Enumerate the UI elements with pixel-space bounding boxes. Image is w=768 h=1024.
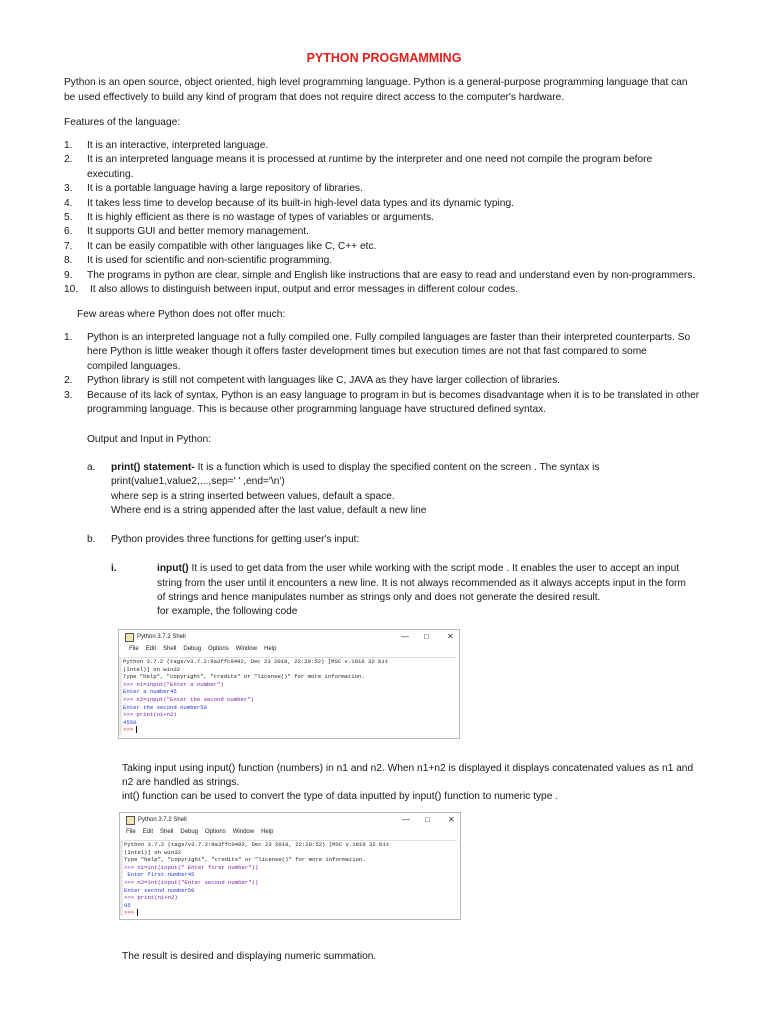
menu-help[interactable]: Help [264,646,277,652]
print-syntax-line: print(value1,value2,...,sep=' ' ,end='\n') [111,476,285,487]
menu-options[interactable]: Options [205,829,226,835]
menu-help[interactable]: Help [261,829,274,835]
feature-item-text: executing. [87,168,134,180]
feature-item-text: The programs in python are clear, simple and English like instructions that are easy to read and understand even by non-programmers. [87,269,696,281]
limit-item-text: Python library is still not competent with languages like C, JAVA as they have larger collection of libraries. [87,375,560,387]
feature-item-text: It can be easily compatible with other languages like C, C++ etc. [87,240,377,252]
python-shell-icon [126,816,135,825]
console-line: >>> n1=input("Enter a number") [123,680,224,688]
console-prompt-line[interactable] [123,726,456,734]
limit-item-number: 2. [64,375,73,387]
text-cursor [137,909,138,916]
console-line: >>> n2=int(input("Enter second number")) [124,878,259,886]
console-line: Type "help", "copyright", "credits" or "license()" for more information. [124,856,366,864]
feature-item-number: 8. [64,255,73,267]
input-function-desc: It is used to get data from the user while working with the script mode . It enables the user to accept an input [188,563,680,574]
console-line: Enter the second number50 [123,703,207,711]
shell-console-output[interactable] [123,657,456,735]
feature-item-number: 10. [64,284,79,295]
console-line: (Intel)] on win32 [123,665,181,673]
item-b-label: b. [87,534,96,545]
console-line: 95 [124,901,131,909]
menu-window[interactable]: Window [235,646,258,652]
end-description: Where end is a string appended after the last value, default a new line [111,505,427,516]
input-desc-line-4: for example, the following code [157,606,298,617]
feature-item-text: It is used for scientific and non-scientific programming. [87,255,333,267]
io-heading: Output and Input in Python: [87,434,212,445]
menu-file[interactable]: File [129,646,139,652]
menu-file[interactable]: File [126,829,136,835]
feature-item-text: It is an interpreted language means it is processed at runtime by the interpreter and one need not compile the program before [87,154,653,166]
item-a-first-line [111,461,599,476]
print-statement-desc: It is a function which is used to display the specified content on the screen . The syntax is [194,462,600,473]
feature-item-number: 5. [64,212,73,223]
after-shell1-line-1: Taking input using input() function (numbers) in n1 and n2. When n1+n2 is displayed it displays concatenated values as n1 and [122,763,694,774]
minimize-button[interactable]: — [401,632,409,641]
menu-debug[interactable]: Debug [183,646,202,652]
close-button[interactable]: ✕ [447,632,454,641]
menu-shell[interactable]: Shell [160,829,174,835]
shell-gutter [120,840,123,916]
feature-item-text: It also allows to distinguish between input, output and error messages in different colour codes. [90,284,518,295]
feature-item-text: It is an interactive, interpreted language. [87,140,269,151]
sep-description: where sep is a string inserted between values, default a space. [111,491,395,502]
input-function-term: input() [157,563,189,574]
features-heading: Features of the language: [64,117,181,128]
console-line: >>> n1=int(input(" Enter first number")) [124,863,259,871]
feature-item-number: 7. [64,240,73,252]
feature-item-text: It supports GUI and better memory management. [87,226,309,238]
limit-item-text: Because of its lack of syntax, Python is an easy language to program in but is becomes disadvantage when it is to be translated in other [87,389,700,401]
console-line: Enter a number45 [123,688,177,696]
menu-edit[interactable]: Edit [145,646,157,652]
conclusion-line: The result is desired and displaying numeric summation. [122,951,377,962]
maximize-button[interactable]: □ [424,632,429,641]
feature-item-number: 6. [64,226,73,238]
page-title: PYTHON PROGMAMMING [306,51,462,65]
feature-item-number: 9. [64,269,73,281]
minimize-button[interactable]: — [402,815,410,824]
menu-edit[interactable]: Edit [142,829,154,835]
close-button[interactable]: ✕ [448,815,455,824]
limit-item-text: compiled languages. [87,360,181,372]
feature-item-number: 2. [64,154,73,166]
limit-item-number: 1. [64,332,73,343]
intro-line-1: Python is an open source, object oriented, high level programming language. Python is a general-purpose programming language that can [64,77,688,88]
limit-item-text: here Python is little weaker though it offers faster development times but execution times are not that fast compared to some [87,346,647,358]
menu-debug[interactable]: Debug [180,829,199,835]
console-prompt-line[interactable] [124,909,457,917]
item-a-label: a. [87,462,96,473]
item-b-text: Python provides three functions for getting user's input: [111,534,360,545]
python-shell-window-1 [118,629,460,739]
python-shell-window-2 [119,812,461,920]
shell-window-title: Python 3.7.2 Shell [137,634,186,640]
item-i-label: i. [111,563,117,574]
python-shell-icon [125,633,134,642]
console-line: Enter first number45 [124,871,195,879]
console-line: >>> print(n1+n2) [123,711,177,719]
console-line: >>> n2=input("Enter the second number") [123,695,254,703]
feature-item-number: 1. [64,140,73,151]
feature-item-number: 3. [64,183,73,195]
input-desc-line-3: of strings and hence manipulates number as strings only and does not generate the desired result. [157,592,601,603]
shell-console-output[interactable] [124,840,457,916]
console-prompt: >>> [123,726,137,734]
print-statement-term: print() statement- [111,462,195,473]
menu-shell[interactable]: Shell [163,646,177,652]
console-line: 4550 [123,718,137,726]
console-prompt: >>> [124,909,138,917]
limits-heading: Few areas where Python does not offer much: [77,309,286,320]
item-i-first-line [157,562,679,577]
console-line: Python 3.7.2 (tags/v3.7.2:9a3ffc0492, Dec 23 2018, 22:20:52) [MSC v.1916 32 bit [123,658,389,665]
menu-options[interactable]: Options [208,646,229,652]
after-shell1-line-3: int() function can be used to convert the type of data inputted by input() function to numeric type . [122,791,559,802]
console-line: (Intel)] on win32 [124,848,182,856]
console-line: >>> print(n1+n2) [124,894,178,902]
feature-item-number: 4. [64,197,73,209]
limit-item-number: 3. [64,389,73,401]
shell-menu-bar [129,646,283,652]
feature-item-text: It is highly efficient as there is no wastage of types of variables or arguments. [87,212,434,223]
limit-item-text: programming language. This is because other programming language have structured defined syntax. [87,404,547,415]
shell-window-title: Python 3.7.2 Shell [138,817,187,823]
shell-menu-bar [126,829,280,835]
intro-line-2: be used effectively to build any kind of program that does not require direct access to the computer's hardware. [64,92,565,103]
input-desc-line-2: string from the user until it encounters a new line. It is not always recommended as it always accepts input in the form [157,578,686,589]
text-cursor [136,726,137,733]
console-line: Enter second number50 [124,886,195,894]
console-line: Type "help", "copyright", "credits" or "license()" for more information. [123,673,365,681]
console-line: Python 3.7.2 (tags/v3.7.2:9a3ffc0492, Dec 23 2018, 22:20:52) [MSC v.1916 32 bit [124,841,390,848]
feature-item-text: It is a portable language having a large repository of libraries. [87,183,363,195]
feature-item-text: It takes less time to develop because of its built-in high-level data types and its dynamic typing. [87,197,514,209]
menu-window[interactable]: Window [232,829,255,835]
limit-item-text: Python is an interpreted language not a fully compiled one. Fully compiled languages are faster than their interpreted counterparts. So [87,332,691,343]
after-shell1-line-2: n2 are handled as strings. [122,777,240,788]
maximize-button[interactable]: □ [425,815,430,824]
shell-gutter [119,657,122,735]
